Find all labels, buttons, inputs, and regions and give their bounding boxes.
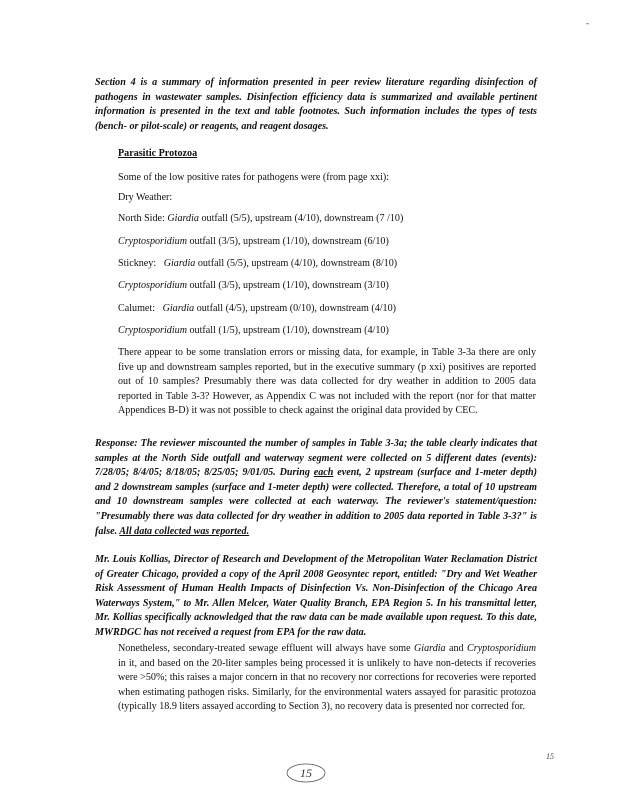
svg-text:15: 15 xyxy=(300,766,312,780)
dry-weather-label: Dry Weather: xyxy=(118,192,173,203)
page-mark: 15 xyxy=(546,752,554,761)
recovery-paragraph: Nonetheless, secondary-treated sewage effluent will always have some Giardia and Cryptosporidium in it, and based on the 20-liter samples being processed it is unlikely to have non-detects if recoveries were >50%; this raises a major concern in that no recovery nor corrections for recoveries were reported when estimating pathogen risks. Similarly, for the environmental waters assayed for parasitic protozoa (typically 18.9 liters assayed according to Section 3), no recovery data is presented nor corrected for. xyxy=(118,643,537,713)
section-heading: Parasitic Protozoa xyxy=(118,148,198,159)
kollias-paragraph: Mr. Louis Kollias, Director of Research and Development of the Metropolitan Water Reclamation District of Greater Chicago, provided a copy of the April 2008 Geosyntec report, entitled: "Dry and Wet Weather Risk Assessment of Human Health Impacts of Disinfection Vs. Non-Disinfection of the Chicago Area Waterways System," to Mr. Allen Melcer, Water Quality Branch, EPA Region 5. In his transmittal letter, Mr. Kollias specifically acknowledged that the raw data can be made available upon request. To this date, MWRDGC has not received a request from EPA for the raw data. xyxy=(95,554,537,638)
page-number-stamp xyxy=(284,762,328,784)
response-paragraph: Response: The reviewer miscounted the number of samples in Table 3-3a; the table clearly indicates that samples at the North Side outfall and waterway segment were collected on 5 different dates (events): 7/28/05; 8/4/05; 8/18/05; 8/25/05; 9/01/05. During each event, 2 upstream (surface and 1-meter depth) and 2 downstream samples (surface and 1-meter depth) were collected. Therefore, a total of 10 upstream and 10 downstream samples were collected at each waterway. The reviewer's statement/question: "Presumably there was data collected for dry weather in addition to 2005 data reported in Table 3-3?" is false. All data collected was reported. xyxy=(95,438,537,537)
result-line: North Side: Giardia outfall (5/5), upstream (4/10), downstream (7 /10) xyxy=(118,213,404,224)
result-line: Cryptosporidium outfall (1/5), upstream (1/10), downstream (4/10) xyxy=(118,325,389,336)
corner-mark: - xyxy=(586,18,589,28)
discussion-paragraph: There appear to be some translation errors or missing data, for example, in Table 3-3a there are only five up and downstream samples reported, but in the executive summary (p xxi) positives are reported out of 10 samples? Presumably there was data collected for dry weather in addition to 2005 data reported in Table 3-3? However, as Appendix C was not included with the report (nor for that matter Appendices B-D) it was not possible to check against the original data provided by CEC. xyxy=(118,347,536,417)
lead-sentence: Some of the low positive rates for pathogens were (from page xxi): xyxy=(118,172,390,183)
intro-paragraph: Section 4 is a summary of information presented in peer review literature regarding disinfection of pathogens in wastewater samples. Disinfection efficiency data is summarized and available pertinent information is presented in the text and table footnotes. Such information includes the types of tests (bench- or pilot-scale) or reagents, and reagent dosages. xyxy=(95,77,537,132)
result-line: Cryptosporidium outfall (3/5), upstream (1/10), downstream (6/10) xyxy=(118,236,389,247)
result-line: Calumet: Giardia outfall (4/5), upstream (0/10), downstream (4/10) xyxy=(118,303,396,314)
result-line: Stickney: Giardia outfall (5/5), upstream (4/10), downstream (8/10) xyxy=(118,258,398,269)
result-line: Cryptosporidium outfall (3/5), upstream (1/10), downstream (3/10) xyxy=(118,280,389,291)
